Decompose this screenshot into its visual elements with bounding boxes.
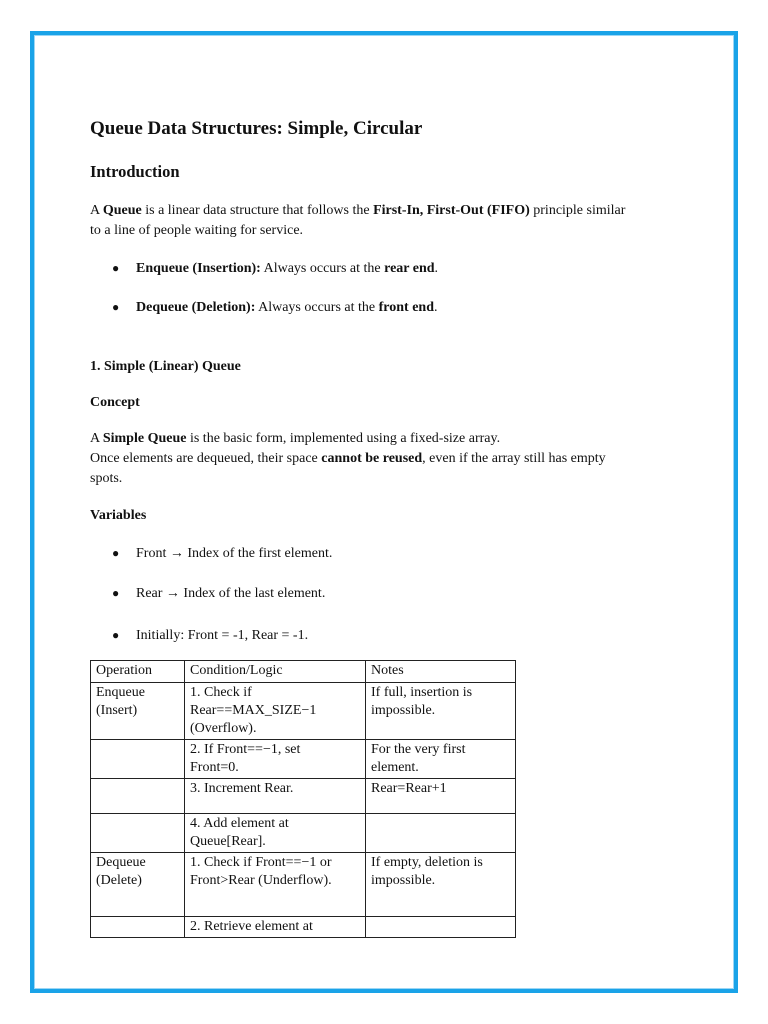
table-row — [91, 917, 516, 938]
table-row — [91, 853, 516, 917]
table-cell — [91, 917, 185, 938]
list-item: ● Initially: Front = -1, Rear = -1. — [112, 625, 308, 646]
table-cell: If full, insertion is impossible. — [366, 683, 516, 740]
document-title: Queue Data Structures: Simple, Circular — [90, 118, 423, 139]
table-cell: 3. Increment Rear. — [185, 779, 366, 814]
table-cell: 2. If Front==−1, set Front=0. — [185, 740, 366, 779]
table-cell: 4. Add element at Queue[Rear]. — [185, 814, 366, 853]
concept-paragraph: A Simple Queue is the basic form, implemented using a fixed-size array. Once elements are dequeued, their space cannot be reused, even if the array still has empty spots. — [90, 431, 606, 486]
intro-paragraph: A Queue is a linear data structure that follows the First-In, First-Out (FIFO) principle similar to a line of people waiting for service. — [90, 203, 626, 238]
bullet-icon: ● — [112, 300, 120, 314]
bullet-icon: ● — [112, 628, 120, 642]
list-item: ● Rear → Index of the last element. — [112, 583, 325, 604]
queue-operations-table — [90, 660, 516, 938]
table-cell: If empty, deletion is impossible. — [366, 853, 516, 917]
list-item: ● Dequeue (Deletion): Always occurs at the front end. — [112, 297, 437, 318]
table-header-row — [91, 661, 516, 683]
bullet-icon: ● — [112, 586, 120, 600]
table-header-cell: Notes — [366, 661, 516, 683]
table-cell: Dequeue (Delete) — [91, 853, 185, 917]
table-header-cell: Operation — [91, 661, 185, 683]
table-row — [91, 683, 516, 740]
table-cell: Rear=Rear+1 — [366, 779, 516, 814]
variables-heading: Variables — [90, 508, 147, 523]
table-cell: For the very first element. — [366, 740, 516, 779]
bullet-icon: ● — [112, 546, 120, 560]
table-cell — [366, 814, 516, 853]
table-cell — [91, 740, 185, 779]
table-cell — [91, 779, 185, 814]
table-cell — [366, 917, 516, 938]
table-cell: 1. Check if Front==−1 or Front>Rear (Underflow). — [185, 853, 366, 917]
table-row — [91, 814, 516, 853]
bullet-icon: ● — [112, 261, 120, 275]
table-cell: 1. Check if Rear==MAX_SIZE−1 (Overflow). — [185, 683, 366, 740]
table-cell: Enqueue (Insert) — [91, 683, 185, 740]
table-cell: 2. Retrieve element at — [185, 917, 366, 938]
table-row — [91, 779, 516, 814]
list-item: ● Enqueue (Insertion): Always occurs at the rear end. — [112, 258, 438, 279]
table-row — [91, 740, 516, 779]
table-header-cell: Condition/Logic — [185, 661, 366, 683]
concept-heading: Concept — [90, 395, 140, 410]
section-heading: 1. Simple (Linear) Queue — [90, 359, 241, 374]
intro-heading: Introduction — [90, 162, 180, 181]
list-item: ● Front → Index of the first element. — [112, 543, 332, 564]
table-cell — [91, 814, 185, 853]
